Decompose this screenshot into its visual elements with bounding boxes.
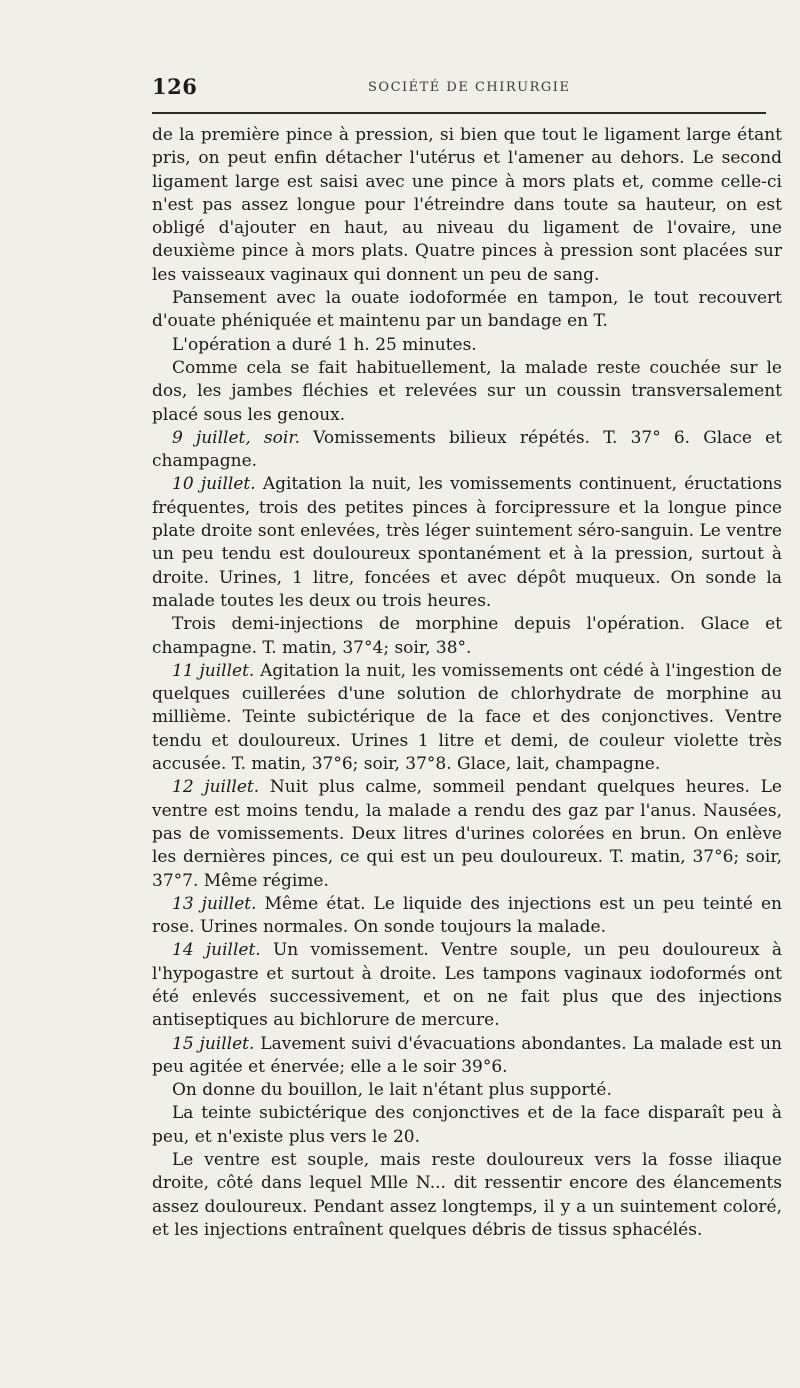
paragraph: Le ventre est souple, mais reste douloureux vers la fosse iliaque droite, côté dans lequel Mlle N... dit ressentir encore des élancements assez douloureux. Pendant assez longtemps, il y a un suintement coloré, et les injections entraînent quelques débris de tissus sphacélés. <box>152 1150 782 1240</box>
paragraph: de la première pince à pression, si bien que tout le ligament large étant pris, on peut enfin détacher l'utérus et l'amener au dehors. Le second ligament large est saisi avec une pince à mors plats et, comme celle-ci n'est pas assez longue pour l'étreindre dans toute sa hauteur, on est obligé d'ajouter en haut, au niveau du ligament de l'ovaire, une deuxième pince à mors plats. Quatre pinces à pression sont placées sur les vaisseaux vaginaux qui donnent un peu de sang. <box>152 125 782 285</box>
page-number: 126 <box>152 74 198 99</box>
paragraph: La teinte subictérique des conjonctives et de la face disparaît peu à peu, et n'existe plus vers le 20. <box>152 1103 782 1147</box>
paragraph: L'opération a duré 1 h. 25 minutes. <box>172 334 477 355</box>
entry-date: 9 juillet, soir. <box>172 427 300 448</box>
entry-date: 14 juillet. <box>172 940 261 961</box>
paragraph: 12 juillet. Nuit plus calme, sommeil pendant quelques heures. Le ventre est moins tendu, la malade a rendu des gaz par l'anus. Nausées, pas de vomissements. Deux litres d'urines colorées en brun. On enlève les dernières pinces, ce qui est un peu douloureux. T. matin, 37°6; soir, 37°7. Même régime. <box>152 777 782 891</box>
page-header <box>152 72 766 98</box>
entry-date: 11 juillet. <box>172 660 255 681</box>
paragraph: 14 juillet. Un vomissement. Ventre souple, un peu douloureux à l'hypogastre et surtout à droite. Les tampons vaginaux iodoformés ont été enlevés successivement, et on ne fait plus que des injections antiseptiques au bichlorure de mercure. <box>152 940 783 1031</box>
paragraph: 13 juillet. Même état. Le liquide des injections est un peu teinté en rose. Urines normales. On sonde toujours la malade. <box>152 893 783 938</box>
entry-date: 10 juillet. <box>172 474 256 495</box>
entry-date: 15 juillet. <box>172 1033 255 1054</box>
paragraph: 9 juillet, soir. Vomissements bilieux répétés. T. 37° 6. Glace et champagne. <box>152 427 782 472</box>
header-rule <box>152 112 766 114</box>
paragraph: On donne du bouillon, le lait n'étant plus supporté. <box>172 1080 612 1101</box>
paragraph: 15 juillet. Lavement suivi d'évacuations abondantes. La malade est un peu agitée et énervée; elle a le soir 39°6. <box>152 1033 782 1077</box>
paragraph: Pansement avec la ouate iodoformée en tampon, le tout recouvert d'ouate phéniquée et maintenu par un bandage en T. <box>152 288 782 332</box>
entry-date: 13 juillet. <box>172 893 257 914</box>
paragraph: Trois demi-injections de morphine depuis l'opération. Glace et champagne. T. matin, 37°4; soir, 38°. <box>152 614 782 658</box>
entry-date: 12 juillet. <box>172 777 260 798</box>
paragraph: Comme cela se fait habituellement, la malade reste couchée sur le dos, les jambes fléchies et relevées sur un coussin transversalement placé sous les genoux. <box>152 357 782 425</box>
paragraph: 11 juillet. Agitation la nuit, les vomissements ont cédé à l'ingestion de quelques cuillerées d'une solution de chlorhydrate de morphine au millième. Teinte subictérique de la face et des conjonctives. Ventre tendu et douloureux. Urines 1 litre et demi, de couleur violette très accusée. T. matin, 37°6; soir, 37°8. Glace, lait, champagne. <box>152 660 782 775</box>
body-text <box>152 124 782 1242</box>
paragraph: 10 juillet. Agitation la nuit, les vomissements continuent, éructations fréquentes, trois des petites pinces à forcipressure et la longue pince plate droite sont enlevées, très léger suintement séro-sanguin. Le ventre un peu tendu est douloureux spontanément et à la pression, surtout à droite. Urines, 1 litre, foncées et avec dépôt muqueux. On sonde la malade toutes les deux ou trois heures. <box>152 474 782 611</box>
running-head: SOCIÉTÉ DE CHIRURGIE <box>368 80 571 95</box>
